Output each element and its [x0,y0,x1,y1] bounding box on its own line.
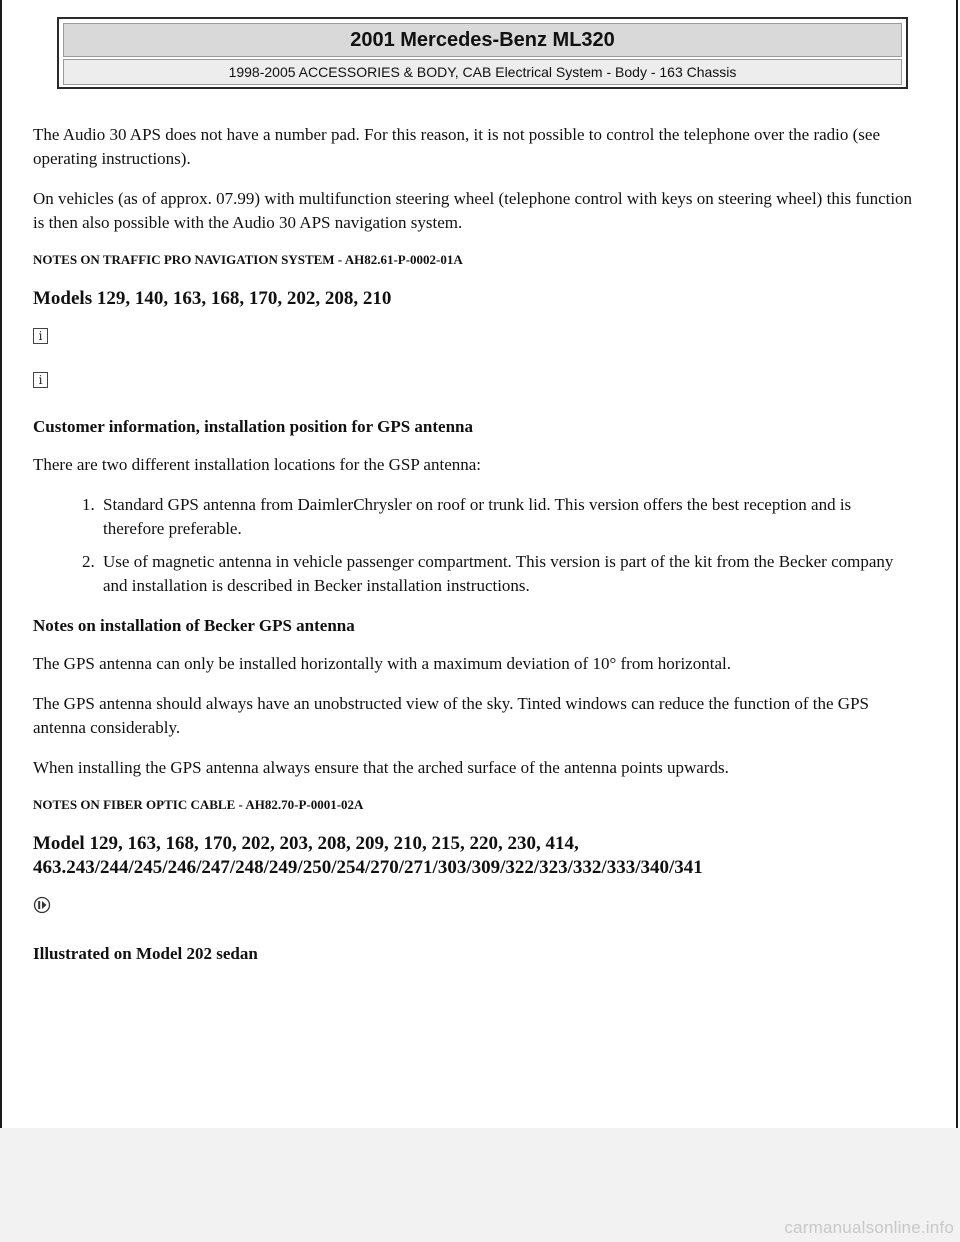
paragraph-audio30-numberpad: The Audio 30 APS does not have a number pad. For this reason, it is not possible to control the telephone over the radio (see operating instructions). [33,125,881,168]
info-icon-row-1 [33,327,913,351]
list-item: 2. Use of magnetic antenna in vehicle passenger compartment. This version is part of the kit from the Becker company and installation is described in Becker installation instructions. [99,550,913,598]
section-heading-traffic-pro: NOTES ON TRAFFIC PRO NAVIGATION SYSTEM - AH82.61-P-0002-01A [33,252,463,267]
paragraph-becker-arched-surface: When installing the GPS antenna always ensure that the arched surface of the antenna points upwards. [33,758,729,777]
document-header [57,17,908,89]
models-list-fiber-line2: 463.243/244/245/246/247/248/249/250/254/270/271/303/309/322/323/332/333/340/341 [33,857,703,878]
section-heading-fiber-optic: NOTES ON FIBER OPTIC CABLE - AH82.70-P-0001-02A [33,797,364,812]
heading-becker-notes: Notes on installation of Becker GPS antenna [33,616,355,635]
info-icon[interactable]: i [33,372,48,388]
paragraph-becker-sky-view: The GPS antenna should always have an unobstructed view of the sky. Tinted windows can reduce the function of the GPS antenna considerably. [33,694,869,737]
gps-locations-list [33,493,913,598]
paragraph-gps-intro: There are two different installation locations for the GSP antenna: [33,455,482,474]
paragraph-becker-horizontal: The GPS antenna can only be installed horizontally with a maximum deviation of 10° from horizontal. [33,654,731,673]
graphic-link-row [33,896,913,920]
paragraph-multifunction-steering: On vehicles (as of approx. 07.99) with multifunction steering wheel (telephone control with keys on steering wheel) this function is then also possible with the Audio 30 APS navigation system. [33,189,913,232]
caption-illustrated-model: Illustrated on Model 202 sedan [33,944,258,963]
heading-gps-customer-info: Customer information, installation position for GPS antenna [33,417,473,436]
view-graphic-icon[interactable] [33,896,51,914]
list-item: 1. Standard GPS antenna from DaimlerChrysler on roof or trunk lid. This version offers the best reception and is therefore preferable. [99,493,913,541]
document-subtitle: 1998-2005 ACCESSORIES & BODY, CAB Electrical System - Body - 163 Chassis [63,59,902,85]
models-list-traffic-pro: Models 129, 140, 163, 168, 170, 202, 208, 210 [33,288,392,309]
models-list-fiber-line1: Model 129, 163, 168, 170, 202, 203, 208, 209, 210, 215, 220, 230, 414, [33,833,579,854]
page-bottom-band [0,1128,960,1242]
info-icon-row-2 [33,371,913,395]
document-title: 2001 Mercedes-Benz ML320 [63,23,902,57]
info-icon[interactable]: i [33,328,48,344]
watermark: carmanualsonline.info [784,1218,954,1237]
document-body [33,123,913,980]
